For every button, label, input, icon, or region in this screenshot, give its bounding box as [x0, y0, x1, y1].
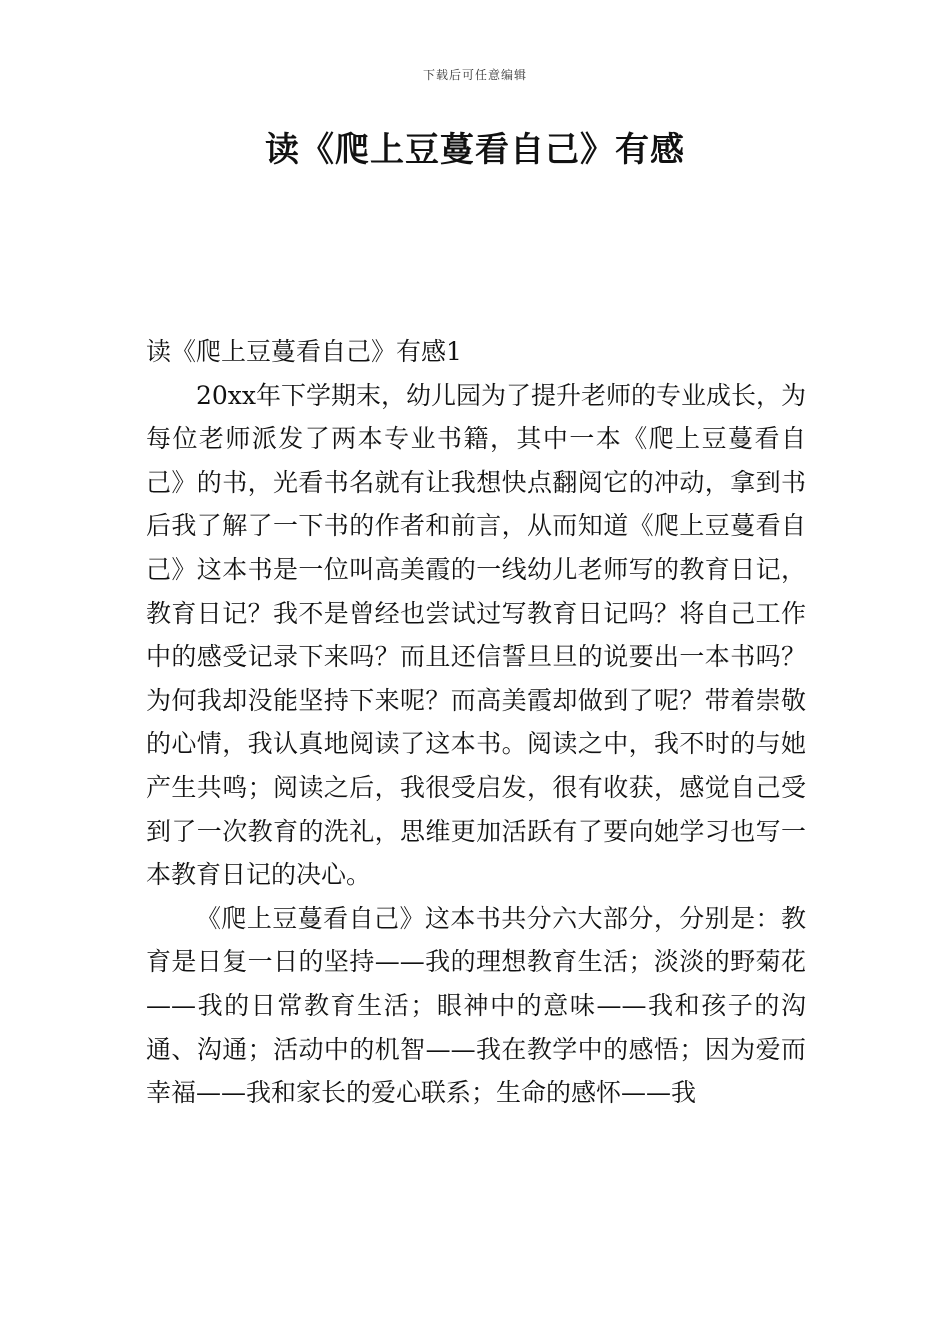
- paragraph-2: 《爬上豆蔓看自己》这本书共分六大部分，分别是：教育是日复一日的坚持——我的理想教育生活；淡淡的野菊花——我的日常教育生活；眼神中的意味——我和孩子的沟通、沟通；活动中的机智——我在教学中的感悟；因为爱而幸福——我和家长的爱心联系；生命的感怀——我: [146, 903, 806, 1108]
- document-body: [146, 330, 806, 1115]
- header-note: 下载后可任意编辑: [422, 68, 527, 82]
- section-heading: 读《爬上豆蔓看自己》有感1: [146, 337, 462, 366]
- document-title: 读《爬上豆蔓看自己》有感: [265, 130, 685, 170]
- paragraph-1: 20xx年下学期末，幼儿园为了提升老师的专业成长，为每位老师派发了两本专业书籍，其中一本《爬上豆蔓看自己》的书，光看书名就有让我想快点翻阅它的冲动，拿到书后我了解了一下书的作者和前言，从而知道《爬上豆蔓看自己》这本书是一位叫高美霞的一线幼儿老师写的教育日记，教育日记？我不是曾经也尝试过写教育日记吗？将自己工作中的感受记录下来吗？而且还信誓旦旦的说要出一本书吗？为何我却没能坚持下来呢？而高美霞却做到了呢？带着崇敬的心情，我认真地阅读了这本书。阅读之中，我不时的与她产生共鸣；阅读之后，我很受启发，很有收获，感觉自己受到了一次教育的洗礼，思维更加活跃有了要向她学习也写一本教育日记的决心。: [146, 380, 807, 890]
